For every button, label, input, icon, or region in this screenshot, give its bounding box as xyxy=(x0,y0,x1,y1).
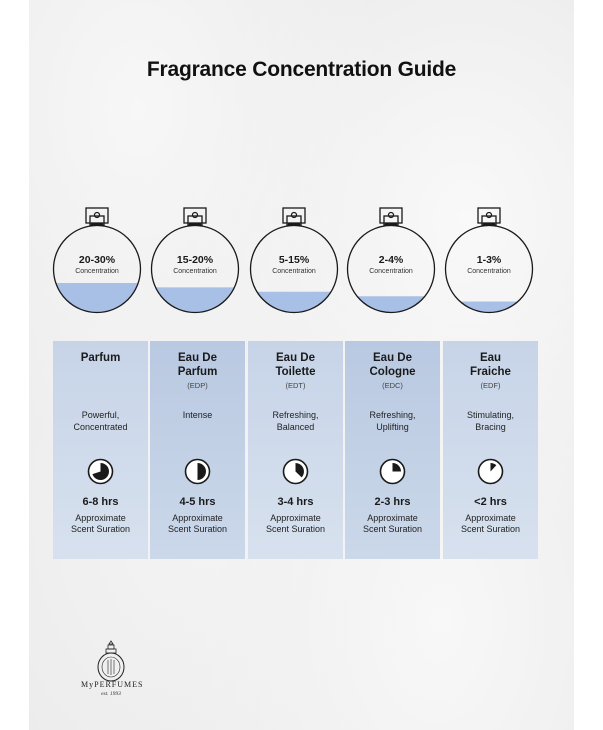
bottle-parfum xyxy=(52,205,142,318)
duration: <2 hrs xyxy=(474,496,507,508)
bottle-percent: 5-15% xyxy=(278,254,310,266)
column-edt xyxy=(248,341,343,559)
duration: 4-5 hrs xyxy=(179,496,216,508)
duration-caption: Approximate Scent Suration xyxy=(460,513,521,534)
duration: 6-8 hrs xyxy=(82,496,119,508)
liquid-fill xyxy=(256,292,331,313)
brand-name: MyPERFUMES xyxy=(81,680,144,689)
fragrance-description: Powerful, Concentrated xyxy=(73,410,128,432)
bottle-collar xyxy=(483,223,495,226)
bottle-nozzle xyxy=(487,213,492,218)
bottle-edf xyxy=(444,205,534,318)
brand-est: est. 1993 xyxy=(101,691,121,697)
bottle-percent: 2-4% xyxy=(378,254,404,266)
duration-caption: Approximate Scent Suration xyxy=(362,513,423,534)
bottle-nozzle xyxy=(389,213,394,218)
column-parfum xyxy=(53,341,148,559)
bottle-edt xyxy=(249,205,339,318)
fragrance-name: Eau De Parfum xyxy=(177,352,218,378)
duration: 3-4 hrs xyxy=(277,496,314,508)
column-edc xyxy=(345,341,440,559)
clock-icon xyxy=(87,458,114,485)
clock-icon xyxy=(184,458,211,485)
fragrance-name: Eau De Toilette xyxy=(275,352,316,378)
bottle-percent: 1-3% xyxy=(476,254,502,266)
bottle-collar xyxy=(288,223,300,226)
fragrance-abbreviation: (EDC) xyxy=(382,381,403,390)
bottle-concentration-label: Concentration xyxy=(369,268,413,275)
fragrance-description: Intense xyxy=(182,410,213,420)
fragrance-description: Refreshing, Balanced xyxy=(272,410,319,432)
bottle-percent: 15-20% xyxy=(176,254,214,266)
fragrance-abbreviation: (EDT) xyxy=(285,381,306,390)
bottle-edp xyxy=(150,205,240,318)
fragrance-abbreviation: (EDF) xyxy=(480,381,501,390)
page-title: Fragrance Concentration Guide xyxy=(146,58,457,81)
bottle-concentration-label: Concentration xyxy=(467,268,511,275)
clock-icon xyxy=(379,458,406,485)
column-edp xyxy=(150,341,245,559)
bottle-concentration-label: Concentration xyxy=(173,268,217,275)
duration-caption: Approximate Scent Suration xyxy=(265,513,326,534)
duration: 2-3 hrs xyxy=(374,496,411,508)
column-edf xyxy=(443,341,538,559)
guide-sheet xyxy=(29,0,574,730)
fragrance-abbreviation: (EDP) xyxy=(187,381,208,390)
fragrance-name: Eau De Cologne xyxy=(369,352,416,378)
duration-caption: Approximate Scent Suration xyxy=(70,513,131,534)
bottle-collar xyxy=(91,223,103,226)
clock-icon xyxy=(477,458,504,485)
duration-caption: Approximate Scent Suration xyxy=(167,513,228,534)
bottle-concentration-label: Concentration xyxy=(75,268,119,275)
liquid-fill xyxy=(155,287,235,313)
bottle-percent: 20-30% xyxy=(78,254,116,266)
fragrance-description: Refreshing, Uplifting xyxy=(369,410,416,432)
bottle-collar xyxy=(189,223,201,226)
bottle-collar xyxy=(385,223,397,226)
bottle-edc xyxy=(346,205,436,318)
bottle-concentration-label: Concentration xyxy=(272,268,316,275)
fragrance-description: Stimulating, Bracing xyxy=(466,410,515,432)
bottle-nozzle xyxy=(193,213,198,218)
fragrance-name: Parfum xyxy=(80,352,121,364)
fragrance-name: Eau Fraiche xyxy=(470,352,511,378)
bottle-nozzle xyxy=(95,213,100,218)
liquid-fill xyxy=(55,283,138,313)
clock-icon xyxy=(282,458,309,485)
bottle-nozzle xyxy=(292,213,297,218)
